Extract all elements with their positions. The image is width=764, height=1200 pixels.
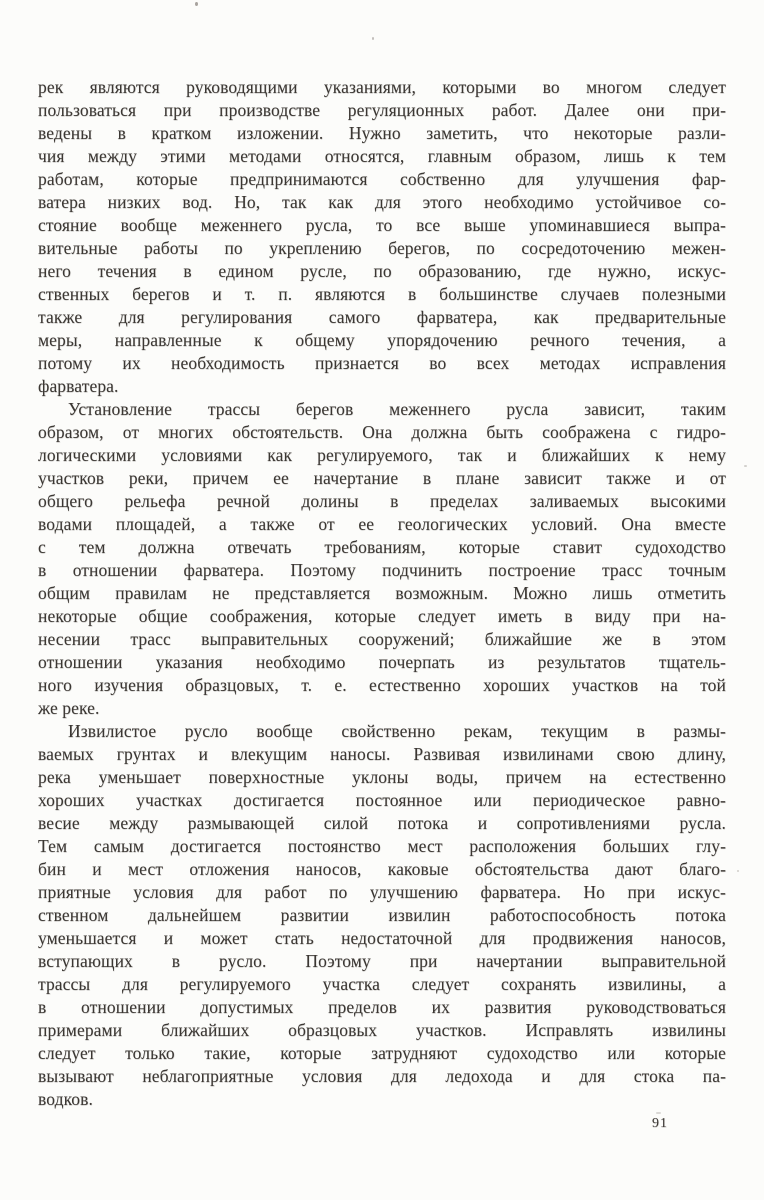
text-line: работам, которые предпринимаются собственно для улучшения фар- [38,169,726,189]
text-line: него течения в едином русле, по образованию, где нужно, искус- [38,261,726,281]
text-line: хороших участках достигается постоянное или периодическое равно- [38,790,726,810]
text-line: несении трасс выправительных сооружений; ближайшие же в этом [38,629,726,649]
text-line: в отношении допустимых пределов их развития руководствоваться [38,997,726,1017]
text-line: в отношении фарватера. Поэтому подчинить построение трасс точным [38,560,726,580]
text-line: потому их необходимость признается во всех методах исправления [38,353,726,373]
text-line: вызывают неблагоприятные условия для ледохода и для стока па- [38,1066,726,1086]
scan-speck [195,2,198,6]
page-number: 91 [652,1116,668,1131]
text-line: примерами ближайших образцовых участков. Исправлять извилины [38,1020,726,1040]
text-line: с тем должна отвечать требованиям, которые ставит судоходство [38,537,726,557]
scan-speck [744,465,747,467]
text-line: образом, от многих обстоятельств. Она должна быть соображена с гидро- [38,422,726,442]
text-line: бин и мест отложения наносов, каковые обстоятельства дают благо- [38,859,726,879]
paragraph [38,76,726,398]
text-line: ственном дальнейшем развитии извилин работоспособность потока [38,905,726,925]
paragraph [38,398,726,720]
text-line: водков. [38,1089,93,1109]
text-line: же реке. [38,698,100,718]
text-line: логическими условиями как регулируемого, так и ближайших к нему [38,445,726,465]
text-line: общим правилам не представляется возможным. Можно лишь отметить [38,583,726,603]
text-line: река уменьшает поверхностные уклоны воды, причем на естественно [38,767,726,787]
text-line: вступающих в русло. Поэтому при начертании выправительной [38,951,726,971]
text-line: Установление трассы берегов меженнего русла зависит, таким [68,399,726,419]
text-line: ственных берегов и т. п. являются в большинстве случаев полезными [38,284,726,304]
scan-speck [372,37,374,40]
text-line: приятные условия для работ по улучшению фарватера. Но при искус- [38,882,726,902]
text-line: стояние вообще меженнего русла, то все выше упоминавшиеся выпра- [38,215,726,235]
text-line: фарватера. [38,376,119,396]
text-line: меры, направленные к общему упорядочению речного течения, а [38,330,726,350]
text-line: также для регулирования самого фарватера, как предварительные [38,307,726,327]
text-line: Извилистое русло вообще свойственно рекам, текущим в размы- [68,721,726,741]
text-line: пользоваться при производстве регуляционных работ. Далее они при- [38,100,726,120]
text-line: следует только такие, которые затрудняют судоходство или которые [38,1043,726,1063]
text-line: трассы для регулируемого участка следует сохранять извилины, а [38,974,726,994]
scan-speck [737,870,739,872]
text-line: ведены в кратком изложении. Нужно заметить, что некоторые разли- [38,123,726,143]
text-line: отношении указания необходимо почерпать из результатов тщатель- [38,652,726,672]
text-line: вительные работы по укреплению берегов, по сосредоточению межен- [38,238,726,258]
text-line: ваемых грунтах и влекущим наносы. Развивая извилинами свою длину, [38,744,726,764]
text-line: ватера низких вод. Но, так как для этого необходимо устойчивое со- [38,192,726,212]
text-line: некоторые общие соображения, которые следует иметь в виду при на- [38,606,726,626]
text-line: общего рельефа речной долины в пределах заливаемых высокими [38,491,726,511]
text-line: ного изучения образцовых, т. е. естественно хороших участков на той [38,675,726,695]
text-line: участков реки, причем ее начертание в плане зависит также и от [38,468,726,488]
text-line: водами площадей, а также от ее геологических условий. Она вместе [38,514,726,534]
text-line: чия между этими методами относятся, главным образом, лишь к тем [38,146,726,166]
text-line: Тем самым достигается постоянство мест расположения больших глу- [38,836,726,856]
text-line: уменьшается и может стать недостаточной для продвижения наносов, [38,928,726,948]
text-line: весие между размывающей силой потока и сопротивлениями русла. [38,813,726,833]
text-column [38,76,726,1111]
text-line: рек являются руководящими указаниями, которыми во многом следует [38,77,726,97]
scan-speck [656,1112,661,1114]
paragraph [38,720,726,1111]
